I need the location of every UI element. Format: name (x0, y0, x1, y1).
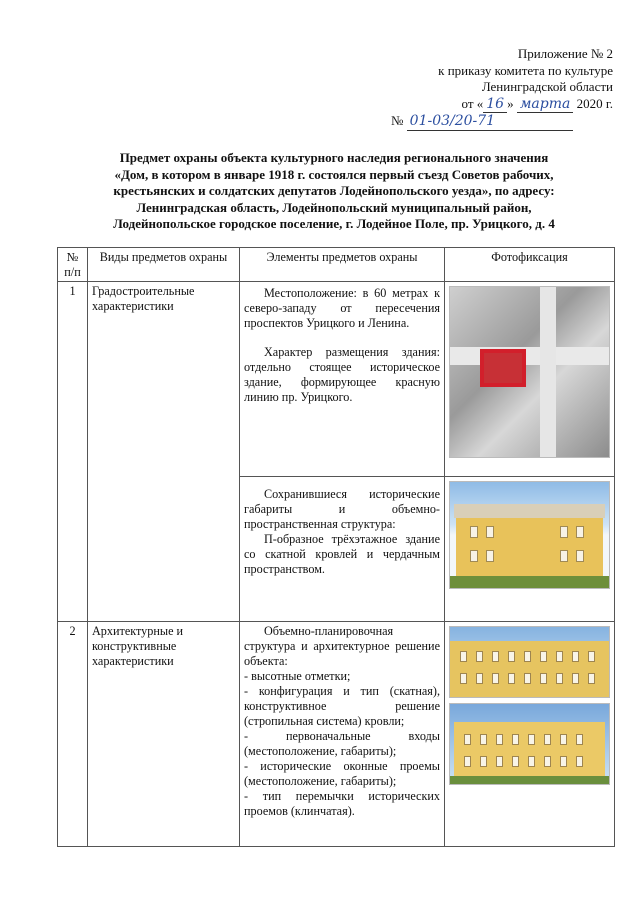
protection-table (57, 247, 615, 847)
date-month-handwritten: марта (517, 96, 574, 114)
header-num: № п/п (58, 248, 88, 282)
date-day-handwritten: 16 (483, 96, 507, 114)
row-elements: Местоположение: в 60 метрах к северо-западу от пересечения проспектов Урицкого и Ленина. Характер размещения здания: отдельно стоящее историческое здание, формирующее красную линию пр. Урицкого. (240, 282, 445, 477)
row-elements: Объемно-планировочная структура и архитектурное решение объекта: - высотные отметки; - конфигурация и тип (скатная), конструктивное решение (стропильная система) кровли; - первоначальные входы (местоположение, габариты); - исторические оконные проемы (местоположение, габариты); - тип перемычки исторических проемов (клинчатая). (240, 622, 445, 847)
appendix-date: от « 16 » марта 2020 г. (461, 95, 613, 112)
row-kind: Архитектурные и конструктивные характеристики (88, 622, 240, 847)
appendix-block (353, 46, 613, 131)
photo-cell (445, 282, 615, 477)
appendix-title: Приложение № 2 (517, 46, 613, 61)
document-title: Предмет охраны объекта культурного наследия регионального значения «Дом, в котором в январе 1918 г. состоялся первый съезд Советов рабочих, крестьянских и солдатских депутатов Лодейнопольского уезда», по адресу: Ленинградская область, Лодейнопольский муниципальный район, Лодейнопольское городское поселение, г. Лодейное Поле, пр. Урицкого, д. 4 (113, 150, 555, 232)
row-num: 1 (58, 282, 88, 622)
row-kind: Градостроительные характеристики (88, 282, 240, 622)
facade-photo (449, 626, 610, 698)
site-map-image (449, 286, 610, 458)
appendix-region: Ленинградской области (481, 79, 613, 94)
table-row (58, 622, 615, 847)
building-photo (449, 481, 610, 589)
header-photo: Фотофиксация (445, 248, 615, 282)
row-elements: Сохранившиеся исторические габариты и объемно-пространственная структура: П-образное трёхэтажное здание со скатной кровлей и чердачным пространством. (240, 477, 445, 622)
table-row (58, 282, 615, 477)
number-handwritten: 01-03/20-71 (407, 113, 573, 131)
row-num: 2 (58, 622, 88, 847)
photo-cell (445, 622, 615, 847)
header-kinds: Виды предметов охраны (88, 248, 240, 282)
header-elements: Элементы предметов охраны (240, 248, 445, 282)
appendix-order: к приказу комитета по культуре (438, 62, 613, 78)
appendix-number: № 01-03/20-71 (353, 113, 613, 131)
photo-cell (445, 477, 615, 622)
table-header-row (58, 248, 615, 282)
facade-side-photo (449, 703, 610, 785)
